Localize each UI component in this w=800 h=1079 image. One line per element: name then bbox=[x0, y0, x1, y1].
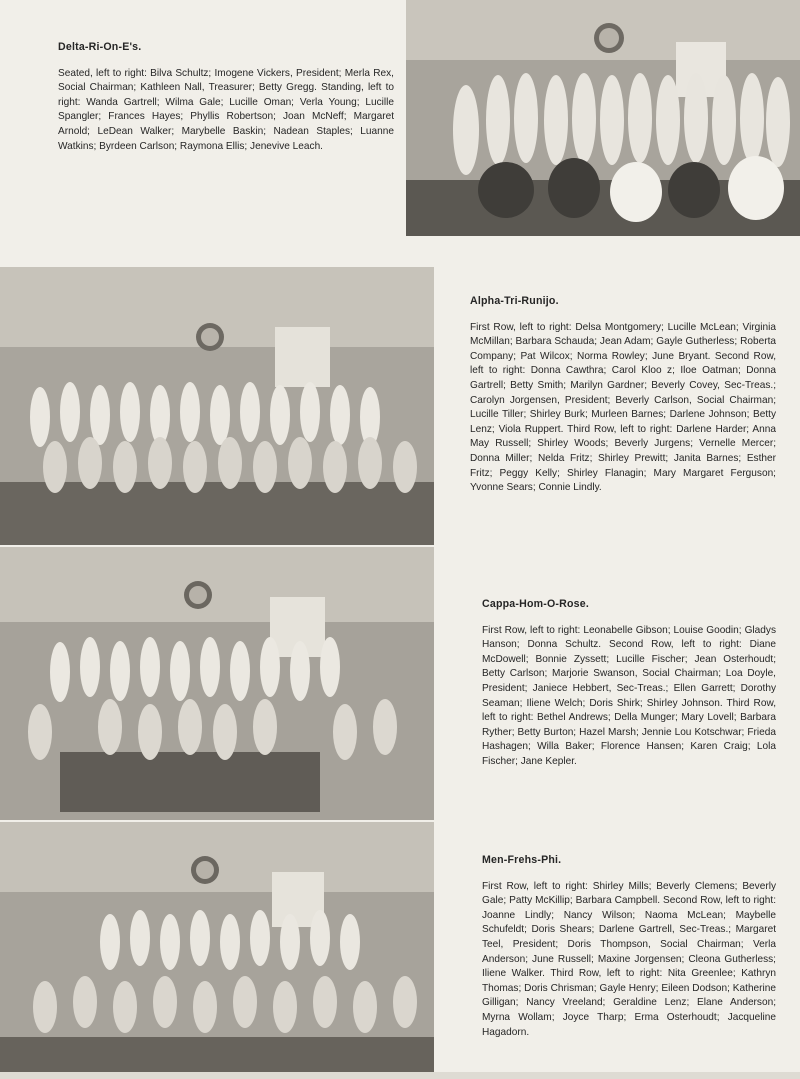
section-title: Delta-Ri-On-E's. bbox=[58, 41, 142, 53]
section-text: Seated, left to right: Bilva Schultz; Imogene Vickers, President; Merla Rex, Social Chairman; Kathleen Nall, Treasurer; Betty Gregg. Standing, left to right: Wanda Gartrell; Wilma Gale; Lucille Oman; Verla Young; Lucille Spangler; Frances Hayes; Phyllis Robertson; Joan McNeff; Margaret Arnold; LeDean Walker; Marybelle Baskin; Nadean Staples; Luanne Watkins; Byrdeen Carlson; Raymona Ellis; Jenevive Leach. bbox=[58, 67, 394, 152]
group-photo-delta bbox=[406, 0, 800, 236]
section-text: First Row, left to right: Leonabelle Gibson; Louise Goodin; Gladys Hanson; Donna Schultz. Second Row, left to right: Diane McDowell; Bonnie Zyssett; Lucille Fischer; Jean Osterhoudt; Betty Carlson; Marjorie Swanson, Social Chairman; Loa Doyle, President; Janiece Hebbert, Sec-Treas.; Ellen Garrett; Dorothy Seaman; Iliene Welch; Doris Shirk; Shirley Johnson. Third Row, left to right: Bethel Andrews; Della Munger; Mary Lovell; Barbara Ryther; Betty Burton; Hazel Marsh; Jennie Lou Kotschwar; Frieda Hashagen; Willa Baker; Florence Hansen; Karen Craig; Lola Fischer; Jane Kepler. bbox=[482, 624, 776, 767]
group-photo-men bbox=[0, 822, 434, 1072]
group-photo-alpha bbox=[0, 267, 434, 545]
section-title: Alpha-Tri-Runijo. bbox=[470, 295, 559, 307]
caption-cappa bbox=[482, 597, 776, 770]
section-title: Cappa-Hom-O-Rose. bbox=[482, 598, 589, 610]
section-text: First Row, left to right: Delsa Montgomery; Lucille McLean; Virginia McMillan; Barbara Schauda; Jean Adam; Gayle Gutherless; Roberta Company; Pat Wilcox; Norma Rowley; June Bryant. Second Row, left to right: Donna Cawthra; Carol Kloo z; Iloe Oatman; Donna Gartrell; Betty Smith; Marilyn Gardner; Beverly Covey, Sec-Treas.; Carolyn Jorgensen, President; Beverly Carlson, Social Chairman; Lucille Tiller; Shirley Burk; Murleen Barnes; Darlene Johnson; Betty Lenz; Viola Ruppert. Third Row, left to right: Darlene Harder; Anna May Russell; Shirley Woods; Beverly Jurgens; Vernelle Mercer; Donna Miller; Nelda Fritz; Shirley Prewitt; Janita Barnes; Esther Fritz; Peggy Kelly; Shirley Flanagin; Mary Margaret Ferguson; Yvonne Sears; Connie Lindly. bbox=[470, 321, 776, 494]
section-text: First Row, left to right: Shirley Mills; Beverly Clemens; Beverly Gale; Patty McKillip; Barbara Campbell. Second Row, left to right: Joanne Lindly; Nancy Wilson; Naoma McLean; Maybelle Schufeldt; Doris Shears; Darlene Gartrell, Sec-Treas.; Margaret Teel, President; Doris Thompson, Social Chairman; Verla Anderson; June Russell; Maxine Jorgensen; Cleona Gutherless; Iliene Walker. Third Row, left to right: Nita Greenlee; Kathryn Thomas; Doris Chrisman; Gayle Henry; Eileen Dodson; Katherine Gilligan; Nancy Vreeland; Geraldine Lenz; Elane Anderson; Myrna Wollam; Joyce Tharp; Erma Osterhoudt; Jacqueline Hagadorn. bbox=[482, 880, 776, 1038]
caption-men bbox=[482, 853, 776, 1040]
caption-delta bbox=[58, 40, 394, 154]
section-title: Men-Frehs-Phi. bbox=[482, 854, 562, 866]
caption-alpha bbox=[470, 294, 776, 496]
group-photo-cappa bbox=[0, 547, 434, 820]
page-bottom-edge bbox=[0, 1072, 800, 1079]
